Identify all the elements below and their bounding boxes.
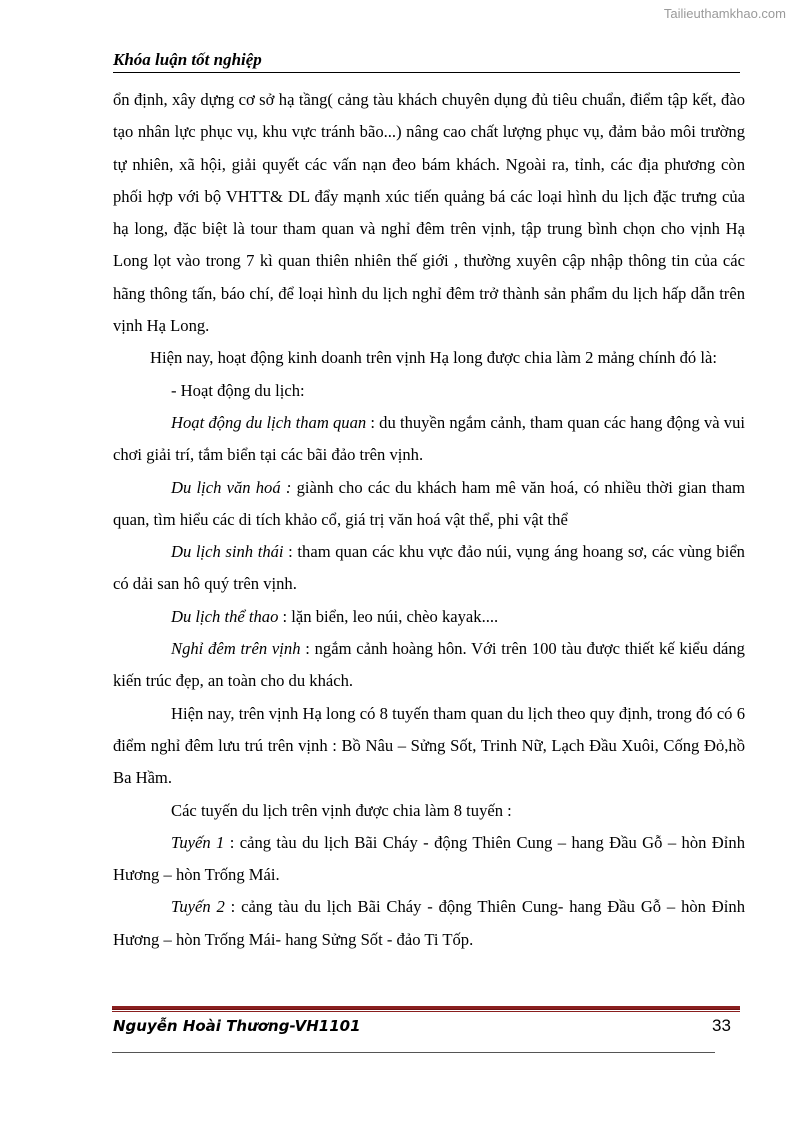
paragraph: - Hoạt động du lịch: <box>171 380 305 400</box>
footer-bottom-rule <box>112 1052 715 1053</box>
page-number: 33 <box>712 1016 731 1035</box>
route-term: Tuyến 2 <box>171 897 225 917</box>
body-text <box>113 84 745 956</box>
footer-rule <box>112 1006 740 1010</box>
list-item <box>113 472 745 537</box>
item-desc: giành cho các du khách ham mê văn hoá, có nhiều thời gian tham quan, tìm hiểu các di tích khảo cổ, giá trị văn hoá vật thể, phi vật thể <box>113 477 745 529</box>
paragraph: ổn định, xây dựng cơ sở hạ tầng( cảng tàu khách chuyên dụng đủ tiêu chuẩn, điểm tập kết, đào tạo nhân lực phục vụ, khu vực tránh bão...) nâng cao chất lượng phục vụ, đảm bảo môi trường tự nhiên, xã hội, giải quyết các vấn nạn đeo bám khách. Ngoài ra, tỉnh, các địa phương còn phối hợp với bộ VHTT& DL đẩy mạnh xúc tiến quảng bá các loại hình du lịch đặc trưng của hạ long, đặc biệt là tour tham quan và nghỉ đêm trên vịnh, tập trung bình chọn cho vịnh Hạ Long lọt vào trong 7 kì quan thiên nhiên thế giới , thường xuyên cập nhập thông tin của các hãng thông tấn, báo chí, để loại hình du lịch nghỉ đêm trở thành sản phẩm du lịch hấp dẫn trên vịnh Hạ Long. <box>113 90 745 336</box>
paragraph: Các tuyến du lịch trên vịnh được chia làm 8 tuyến : <box>171 800 512 820</box>
item-term: Hoạt động du lịch tham quan <box>171 412 367 432</box>
item-term: Nghỉ đêm trên vịnh <box>171 639 301 659</box>
route-desc: : cảng tàu du lịch Bãi Cháy - động Thiên Cung – hang Đầu Gỗ – hòn Đỉnh Hương – hòn Trống Mái. <box>113 832 745 885</box>
route-term: Tuyến 1 <box>171 832 225 852</box>
route-item <box>113 891 745 956</box>
running-header: Khóa luận tốt nghiệp <box>113 50 740 73</box>
route-item <box>113 827 745 892</box>
item-desc: : ngắm cảnh hoàng hôn. Với trên 100 tàu được thiết kế kiểu dáng kiến trúc đẹp, an toàn cho du khách. <box>113 639 745 691</box>
watermark: Tailieuthamkhao.com <box>663 6 786 21</box>
list-item <box>113 536 745 601</box>
item-term: Du lịch thể thao <box>171 606 279 626</box>
route-desc: : cảng tàu du lịch Bãi Cháy - động Thiên Cung- hang Đầu Gỗ – hòn Đỉnh Hương – hòn Trống Mái- hang Sửng Sốt - đảo Ti Tốp. <box>113 897 745 949</box>
footer-author: Nguyễn Hoài Thương-VH1101 <box>113 1017 361 1035</box>
list-item <box>113 407 745 472</box>
list-item <box>113 633 745 698</box>
item-desc: : du thuyền ngắm cảnh, tham quan các hang động và vui chơi giải trí, tắm biển tại các bãi đảo trên vịnh. <box>113 412 746 465</box>
list-item <box>113 601 745 633</box>
item-term: Du lịch sinh thái <box>171 542 284 562</box>
item-desc: : tham quan các khu vực đảo núi, vụng áng hoang sơ, các vùng biển có dải san hô quý trên vịnh. <box>113 542 745 594</box>
item-term: Du lịch văn hoá : <box>171 477 292 497</box>
paragraph: Hiện nay, hoạt động kinh doanh trên vịnh Hạ long được chia làm 2 mảng chính đó là: <box>150 348 717 368</box>
paragraph: Hiện nay, trên vịnh Hạ long có 8 tuyến tham quan du lịch theo quy định, trong đó có 6 điểm nghỉ đêm lưu trú trên vịnh : Bồ Nâu – Sửng Sốt, Trinh Nữ, Lạch Đầu Xuôi, Cống Đỏ,hồ Ba Hầm. <box>113 703 745 788</box>
item-desc: : lặn biển, leo núi, chèo kayak.... <box>278 606 499 626</box>
footer-rule-thin <box>112 1011 740 1012</box>
